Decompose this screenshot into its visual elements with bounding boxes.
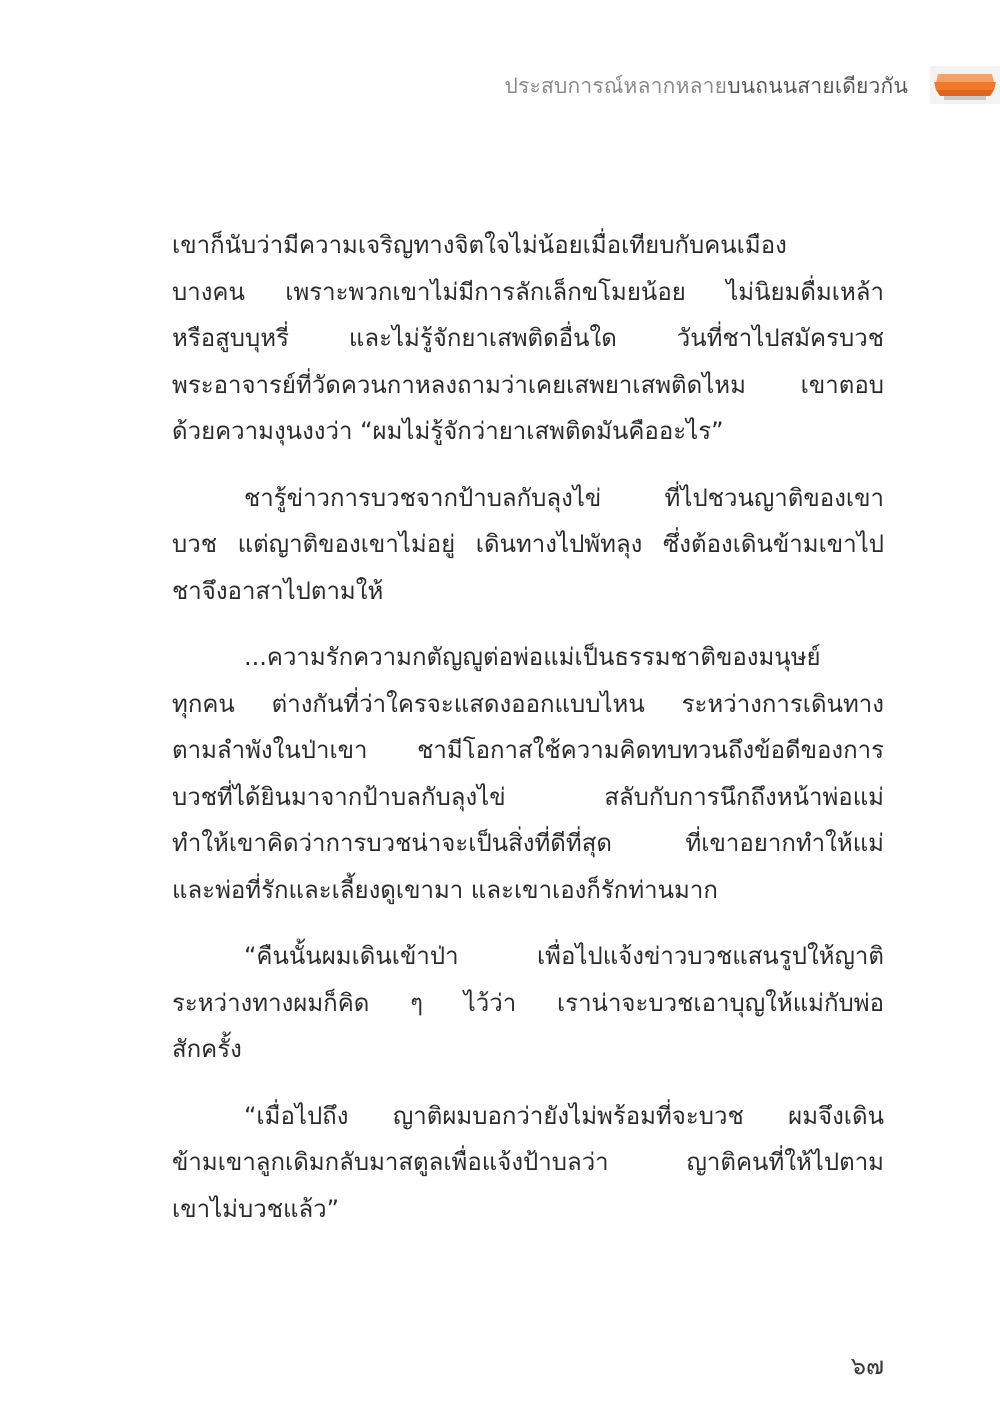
body-text [172, 222, 884, 1252]
text-line: ตามลำพังในป่าเขา ชามีโอกาสใช้ความคิดทบทวนถึงข้อดีของการ [172, 736, 884, 764]
paragraph [172, 475, 884, 615]
text-line: พระอาจารย์ที่วัดควนกาหลงถามว่าเคยเสพยาเสพติดไหม เขาตอบ [172, 370, 884, 399]
text-line: เขาก็นับว่ามีความเจริญทางจิตใจไม่น้อยเมื่อเทียบกับคนเมือง [172, 231, 787, 259]
paragraph [172, 1093, 884, 1233]
paragraph [172, 634, 884, 913]
text-line: สักครั้ง [172, 1035, 242, 1063]
text-line: และพ่อที่รักและเลี้ยงดูเขามา และเขาเองก็รักท่านมาก [172, 875, 718, 904]
paragraph [172, 222, 884, 455]
book-title-part2: บนถนนสายเดียวกัน [727, 74, 908, 98]
text-line: ชาจึงอาสาไปตามให้ [172, 576, 384, 605]
book-title-part1: ประสบการณ์หลากหลาย [504, 74, 728, 98]
text-line: “คืนนั้นผมเดินเข้าป่า เพื่อไปแจ้งข่าวบวชแสนรูปให้ญาติ [244, 942, 884, 970]
text-line: หรือสูบบุหรี่ และไม่รู้จักยาเสพติดอื่นใด วันที่ชาไปสมัครบวช [172, 324, 884, 352]
text-line: ชารู้ข่าวการบวชจากป้าบลกับลุงไข่ ที่ไปชวนญาติของเขา [244, 483, 884, 512]
text-line: เขาไม่บวชแล้ว” [172, 1194, 340, 1223]
running-header [504, 70, 908, 103]
orange-book-icon [930, 60, 1000, 108]
text-line: บางคน เพราะพวกเขาไม่มีการลักเล็กขโมยน้อย ไม่นิยมดื่มเหล้า [172, 277, 884, 306]
text-line: บวชที่ได้ยินมาจากป้าบลกับลุงไข่ สลับกับการนึกถึงหน้าพ่อแม่ [172, 782, 884, 811]
book-title [504, 70, 908, 103]
text-line: ...ความรักความกตัญญูต่อพ่อแม่เป็นธรรมชาติของมนุษย์ [244, 643, 821, 671]
text-line: ระหว่างทางผมก็คิด ๆ ไว้ว่า เราน่าจะบวชเอาบุญให้แม่กับพ่อ [172, 988, 884, 1017]
text-line: ข้ามเขาลูกเดิมกลับมาสตูลเพื่อแจ้งป้าบลว่า ญาติคนที่ให้ไปตาม [172, 1148, 884, 1176]
text-line: ทำให้เขาคิดว่าการบวชน่าจะเป็นสิ่งที่ดีที่สุด ที่เขาอยากทำให้แม่ [172, 829, 884, 857]
text-line: ด้วยความงุนงงว่า “ผมไม่รู้จักว่ายาเสพติดมันคืออะไร” [172, 417, 724, 445]
text-line: บวช แต่ญาติของเขาไม่อยู่ เดินทางไปพัทลุง ซึ่งต้องเดินข้ามเขาไป [172, 530, 884, 558]
text-line: “เมื่อไปถึง ญาติผมบอกว่ายังไม่พร้อมที่จะบวช ผมจึงเดิน [244, 1101, 884, 1130]
text-line: ทุกคน ต่างกันที่ว่าใครจะแสดงออกแบบไหน ระหว่างการเดินทาง [172, 689, 884, 718]
paragraph [172, 933, 884, 1073]
page-number: ๖๗ [850, 1352, 884, 1380]
